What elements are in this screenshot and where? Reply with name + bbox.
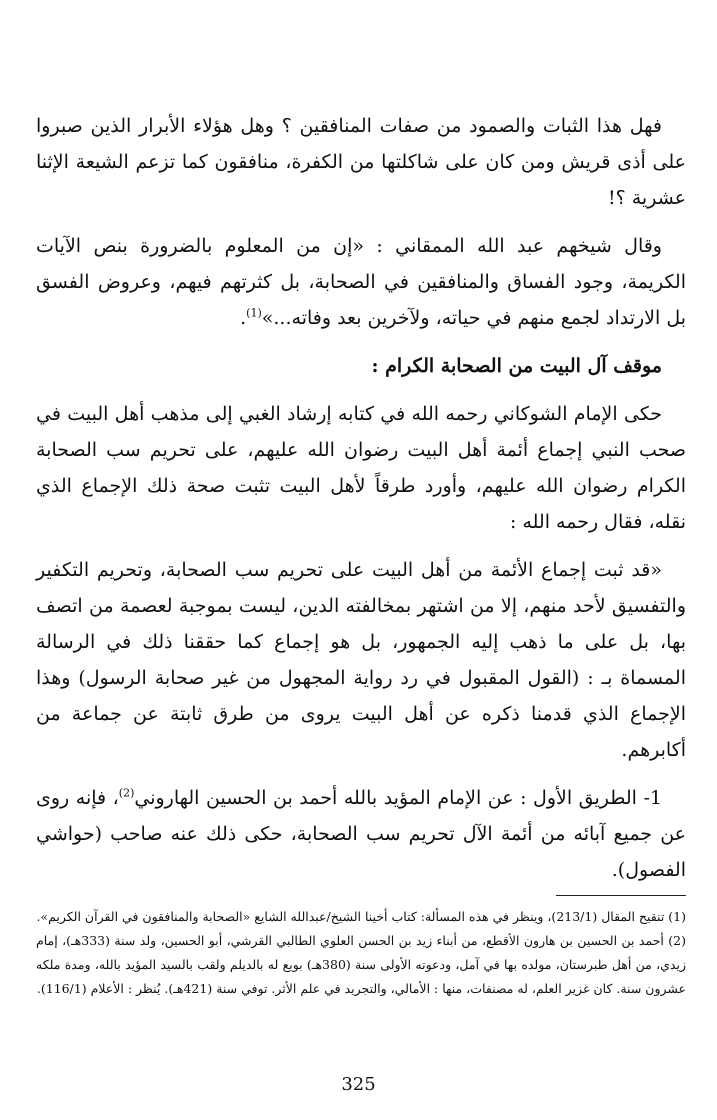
footnote-ref-1: (1): [246, 306, 262, 320]
footnotes: [36, 887, 686, 1001]
section-heading: موقف آل البيت من الصحابة الكرام :: [371, 355, 662, 377]
paragraph-4-quote: «قد ثبت إجماع الأئمة من أهل البيت على تحريم سب الصحابة، وتحريم التكفير والتفسيق لأحد منهم، إلا من اشتهر بمخالفته الدين، ليست بموجبة لعصمة من اتصف بها، بل على ما ذهب إليه الجمهور، بل هو إجماع كما حققنا ذلك في الرسالة المسماة بـ : (القول المقبول في رد رواية المجهول من غير صحابة الرسول) وهذا الإجماع الذي قدمنا ذكره عن أهل البيت يروى من طرق ثابتة عن جماعة من أكابرهم.: [36, 559, 686, 761]
footnote-2: (2) أحمد بن الحسين بن هارون الأقطع، من أبناء زيد بن الحسن العلوي الطالبي القرشي، أبو الحسين، ولد سنة (333هـ)، إمام زيدي، من أهل طبرستان، مولده بها في آمل، ودعوته الأولى سنة (380هـ) بويع له بالديلم ولقب بالسيد المؤيد بالله، ومدة ملكه عشرون سنة. كان غزير العلم، له مصنفات، منها : الأمالي، والتجريد في علم الأثر. توفي سنة (421هـ). يُنظر : الأعلام (116/1).: [36, 933, 687, 996]
paragraph-2-end: .: [240, 307, 247, 329]
paragraph-5-rest: ، فإنه روى عن جميع آبائه من أئمة الآل تحريم سب الصحابة، حكى ذلك عنه صاحب (حواشي الفصول).: [36, 787, 686, 881]
paragraph-2-text: وقال شيخهم عبد الله الممقاني : «إن من المعلوم بالضرورة بنص الآيات الكريمة، وجود الفساق والمنافقين في الصحابة، بل كثرتهم فيهم، وعروض الفسق بل الارتداد لجمع منهم في حياته، ولآخرين بعد وفاته...»: [36, 235, 686, 329]
footnote-1: (1) تنقيح المقال (213/1)، وينظر في هذه المسألة: كتاب أخينا الشيخ/عبدالله الشايع «الصحابة والمنافقون في القرآن الكريم».: [36, 909, 686, 924]
paragraph-5: [36, 780, 686, 888]
paragraph-1: فهل هذا الثبات والصمود من صفات المنافقين ؟ وهل هؤلاء الأبرار الذين صبروا على أذى قريش ومن كان على شاكلتها من الكفرة، منافقون كما تزعم الشيعة الإثنا عشرية ؟!: [36, 115, 686, 209]
footnote-divider: [556, 895, 686, 896]
page-body: [36, 108, 686, 900]
paragraph-3: حكى الإمام الشوكاني رحمه الله في كتابه إرشاد الغبي إلى مذهب أهل البيت في صحب النبي إجماع أئمة أهل البيت رضوان الله عليهم، على تحريم سب الصحابة الكرام رضوان الله عليهم، وأورد طرقاً لأهل البيت تثبت صحة ذلك الإجماع الذي نقله، فقال رحمه الله :: [36, 403, 686, 533]
paragraph-2: [36, 228, 686, 336]
paragraph-5-start: 1- الطريق الأول : عن الإمام المؤيد بالله أحمد بن الحسين الهاروني: [134, 787, 662, 809]
footnote-ref-2: (2): [118, 786, 135, 800]
page-number: 325: [341, 1074, 376, 1095]
